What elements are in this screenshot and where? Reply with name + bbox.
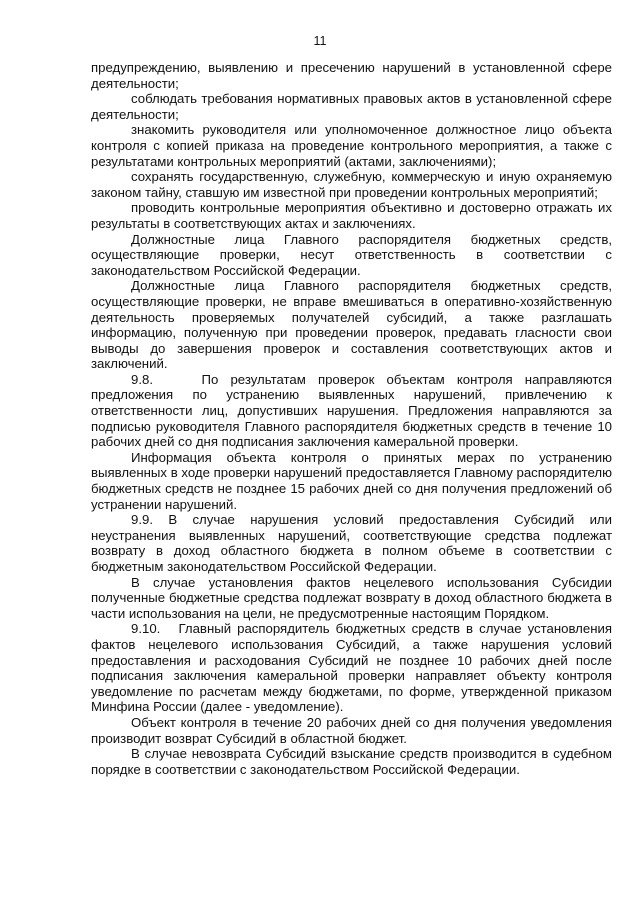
paragraph: предупреждению, выявлению и пресечению нарушений в установленной сфере деятельности; [91, 60, 612, 91]
paragraph: В случае невозврата Субсидий взыскание средств производится в судебном порядке в соответствии с законодательством Российской Федерации. [91, 746, 612, 777]
document-body [91, 60, 612, 777]
paragraph: Должностные лица Главного распорядителя бюджетных средств, осуществляющие проверки, не вправе вмешиваться в оперативно-хозяйственную деятельность проверяемых получателей субсидий, а также разглашать информацию, полученную при проведении проверок, предавать гласности свои выводы до завершения проверок и составления соответствующих актов и заключений. [91, 278, 612, 372]
paragraph: Должностные лица Главного распорядителя бюджетных средств, осуществляющие проверки, несут ответственность в соответствии с законодательством Российской Федерации. [91, 231, 612, 278]
paragraph: проводить контрольные мероприятия объективно и достоверно отражать их результаты в соответствующих актах и заключениях. [91, 200, 612, 231]
paragraph: сохранять государственную, служебную, коммерческую и иную охраняемую законом тайну, ставшую им известной при проведении контрольных мероприятий; [91, 169, 612, 200]
page-number: 11 [313, 34, 327, 48]
paragraph: В случае установления фактов нецелевого использования Субсидии полученные бюджетные средства подлежат возврату в доход областного бюджета в части использования на цели, не предусмотренные настоящим Порядком. [91, 574, 612, 621]
paragraph: Информация объекта контроля о принятых мерах по устранению выявленных в ходе проверки нарушений предоставляется Главному распорядителю бюджетных средств не позднее 15 рабочих дней со дня получения предложений об устранении нарушений. [91, 449, 612, 512]
paragraph: Объект контроля в течение 20 рабочих дней со дня получения уведомления производит возврат Субсидий в областной бюджет. [91, 714, 612, 746]
paragraph: соблюдать требования нормативных правовых актов в установленной сфере деятельности; [91, 91, 612, 122]
paragraph: знакомить руководителя или уполномоченное должностное лицо объекта контроля с копией приказа на проведение контрольного мероприятия, а также с результатами контрольных мероприятий (актами, заключениями); [91, 122, 612, 169]
paragraph: 9.9. В случае нарушения условий предоставления Субсидий или неустранения выявленных нарушений, соответствующие средства подлежат возврату в доход областного бюджета в полном объеме в соответствии с бюджетным законодательством Российской Федерации. [91, 512, 612, 574]
paragraph: 9.10. Главный распорядитель бюджетных средств в случае установления фактов нецелевого использования Субсидий, а также нарушения условий предоставления и расходования Субсидий не позднее 10 рабочих дней после подписания заключения камеральной проверки направляет объекту контроля уведомление по расчетам между бюджетами, по форме, утвержденной приказом Минфина России (далее - уведомление). [91, 621, 612, 715]
paragraph: 9.8. По результатам проверок объектам контроля направляются предложения по устранению выявленных нарушений, привлечению к ответственности лиц, допустивших нарушения. Предложения направляются за подписью руководителя Главного распорядителя бюджетных средств в течение 10 рабочих дней со дня подписания заключения камеральной проверки. [91, 371, 612, 450]
